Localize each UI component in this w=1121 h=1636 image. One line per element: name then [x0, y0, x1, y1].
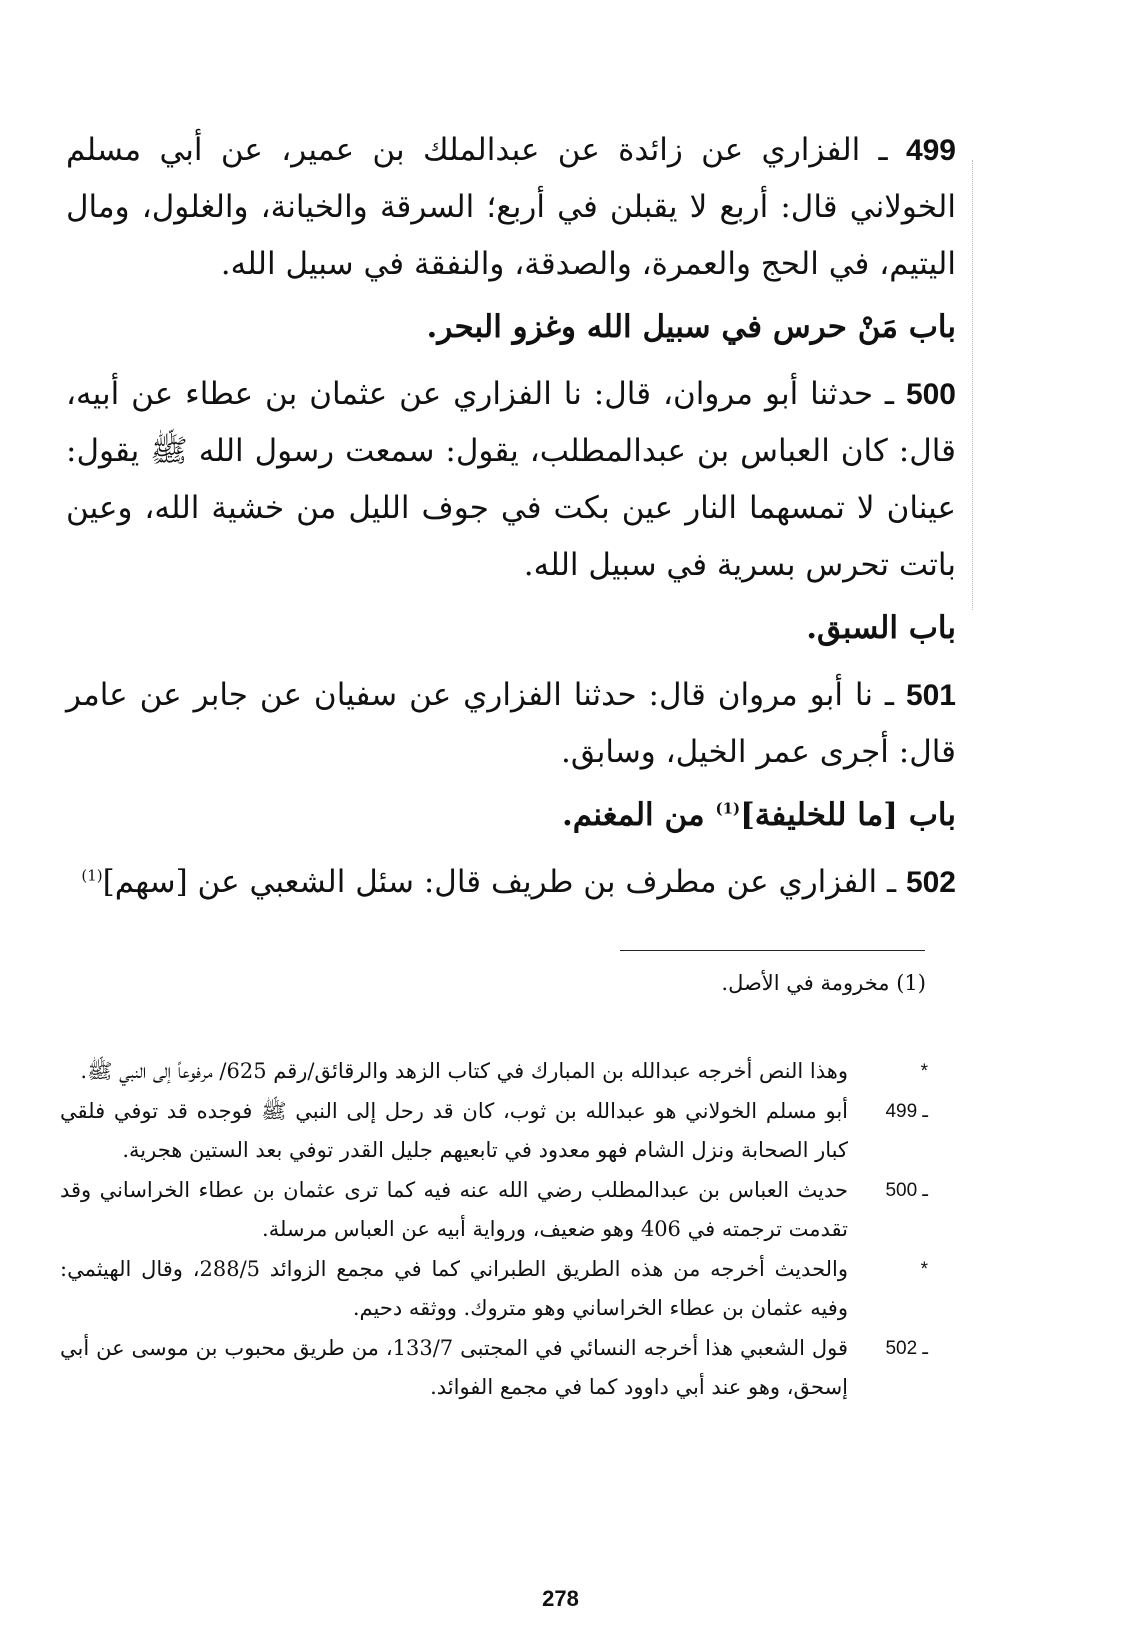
- hadith-number: 500: [905, 378, 956, 411]
- commentary-notes: [60, 1052, 928, 1408]
- note-text: وهذا النص أخرجه عبدالله بن المبارك في كتاب الزهد والرقائق/رقم 625/ مرفوعاً إلى النبي ﷺ.: [80, 1059, 848, 1083]
- note-text: حديث العباس بن عبدالمطلب رضي الله عنه فيه كما ترى عثمان بن عطاء الخراساني وقد تقدمت ترجمته في 406 وهو ضعيف، ورواية أبيه عن العباس مرسلة.: [60, 1178, 848, 1241]
- note-marker: 500 ـ: [885, 1180, 928, 1201]
- note-marker: *: [920, 1259, 928, 1280]
- heading-text: باب [ما للخليفة]: [740, 797, 956, 833]
- chapter-heading: [66, 787, 956, 844]
- paragraph-499: [66, 122, 956, 293]
- note-marker: *: [920, 1061, 928, 1082]
- paragraph-501: [66, 667, 956, 781]
- footnote-divider: [620, 950, 925, 951]
- chapter-heading: باب السبق.: [806, 610, 956, 646]
- heading-text: من المغنم.: [561, 797, 716, 833]
- note-marker: 499 ـ: [885, 1101, 928, 1122]
- note-text: قول الشعبي هذا أخرجه النسائي في المجتبى 133/7، من طريق محبوب بن موسى عن أبي إسحق، وهو عند أبي داوود كما في مجمع الفوائد.: [60, 1336, 848, 1399]
- chapter-heading: باب مَنْ حرس في سبيل الله وغزو البحر.: [426, 309, 956, 345]
- hadith-text: ـ حدثنا أبو مروان، قال: نا الفزاري عن عثمان بن عطاء عن أبيه، قال: كان العباس بن عبدالمطلب، يقول: سمعت رسول الله ﷺ يقول: عينان لا تمسهما النار عين بكت في جوف الليل من خشية الله، وعين باتت تحرس بسرية في سبيل الله.: [66, 376, 956, 583]
- note-item: [60, 1250, 928, 1328]
- margin-marks: [972, 160, 973, 610]
- hadith-text: ـ الفزاري عن مطرف بن طريف قال: سئل الشعبي عن [سهم]: [102, 864, 906, 900]
- note-text: أبو مسلم الخولاني هو عبدالله بن ثوب، كان قد رحل إلى النبي ﷺ فوجده قد توفي فلقي كبار الصحابة ونزل الشام فهو معدود في تابعيهم جليل القدر توفي بعد الستين هجرية.: [60, 1099, 848, 1162]
- hadith-number: 502: [905, 866, 956, 899]
- note-marker: 502 ـ: [885, 1338, 928, 1359]
- note-item: [60, 1092, 928, 1170]
- footnote-ref: (1): [81, 866, 103, 885]
- footnote-ref: (1): [715, 799, 741, 818]
- page-number: 278: [542, 1586, 579, 1611]
- paragraph-502: [66, 854, 956, 911]
- hadith-text: ـ الفزاري عن زائدة عن عبدالملك بن عمير، عن أبي مسلم الخولاني قال: أربع لا يقبلن في أربع؛ السرقة والخيانة، والغلول، ومال اليتيم، في الحج والعمرة، والصدقة، والنفقة في سبيل الله.: [66, 132, 956, 282]
- note-item: [60, 1052, 928, 1091]
- note-item: [60, 1171, 928, 1249]
- footnote: (1) مخرومة في الأصل.: [721, 971, 926, 995]
- note-item: [60, 1329, 928, 1407]
- hadith-number: 501: [905, 679, 956, 712]
- main-text: [66, 122, 956, 917]
- note-text: والحديث أخرجه من هذه الطريق الطبراني كما في مجمع الزوائد 288/5، وقال الهيثمي: وفيه عثمان بن عطاء الخراساني وهو متروك. ووثقه دحيم.: [60, 1257, 849, 1320]
- paragraph-500: [66, 366, 956, 594]
- hadith-number: 499: [905, 134, 956, 167]
- hadith-text: ـ نا أبو مروان قال: حدثنا الفزاري عن سفيان عن جابر عن عامر قال: أجرى عمر الخيل، وسابق.: [66, 677, 956, 770]
